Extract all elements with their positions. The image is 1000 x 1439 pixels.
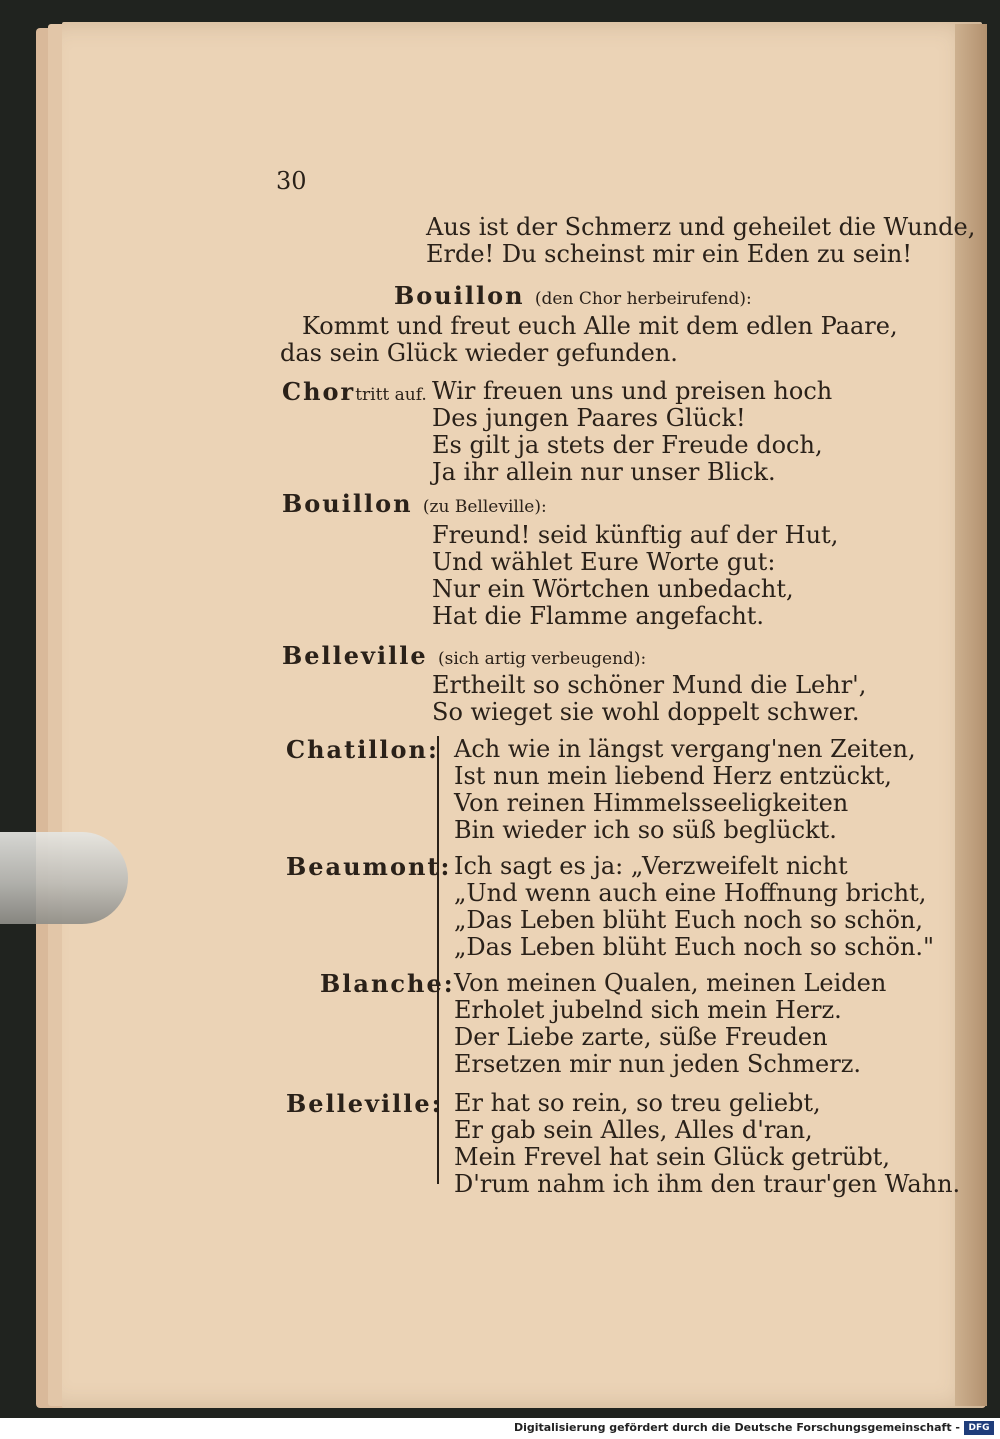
verse-line: Von reinen Himmelsseeligkeiten xyxy=(454,789,849,817)
verse-line: Ja ihr allein nur unser Blick. xyxy=(432,458,776,486)
speaker-chor xyxy=(282,378,427,409)
verse-line: Mein Frevel hat sein Glück getrübt, xyxy=(454,1143,890,1171)
verse-line: Wir freuen uns und preisen hoch xyxy=(432,377,833,405)
prose-line: das sein Glück wieder gefunden. xyxy=(280,339,678,367)
verse-line: Ach wie in längst vergang'nen Zeiten, xyxy=(454,735,916,763)
stage-direction: (sich artig verbeugend): xyxy=(437,649,647,669)
verse-line: Und wählet Eure Worte gut: xyxy=(432,548,776,576)
verse-line: Ich sagt es ja: „Verzweifelt nicht xyxy=(454,852,848,880)
verse-line: D'rum nahm ich ihm den traur'gen Wahn. xyxy=(454,1170,961,1198)
speaker-name: Belleville xyxy=(282,641,428,670)
verse-line: „Das Leben blüht Euch noch so schön." xyxy=(454,933,935,961)
footer-bar xyxy=(0,1418,1000,1439)
verse-line: Bin wieder ich so süß beglückt. xyxy=(454,816,837,844)
speaker-bouillon xyxy=(282,490,547,521)
footer-credit: Digitalisierung gefördert durch die Deutsche Forschungsgemeinschaft - xyxy=(513,1421,960,1434)
stage-direction: tritt auf. xyxy=(355,385,427,405)
verse-line: Hat die Flamme angefacht. xyxy=(432,602,765,630)
verse-line: Es gilt ja stets der Freude doch, xyxy=(432,431,823,459)
verse-line: Freund! seid künftig auf der Hut, xyxy=(432,521,839,549)
verse-line: Ist nun mein liebend Herz entzückt, xyxy=(454,762,892,790)
verse-line: Aus ist der Schmerz und geheilet die Wunde, xyxy=(426,213,976,241)
verse-line: Des jungen Paares Glück! xyxy=(432,404,746,432)
speaker-name: Bouillon xyxy=(394,281,525,310)
speaker-belleville xyxy=(282,642,646,673)
stage-direction: (zu Belleville): xyxy=(422,497,547,517)
speaker-bouillon xyxy=(394,282,752,313)
verse-line: Erde! Du scheinst mir ein Eden zu sein! xyxy=(426,240,912,268)
verse-line: Von meinen Qualen, meinen Leiden xyxy=(454,969,887,997)
verse-line: Erholet jubelnd sich mein Herz. xyxy=(454,996,842,1024)
verse-line: So wieget sie wohl doppelt schwer. xyxy=(432,698,860,726)
stage-direction: (den Chor herbeirufend): xyxy=(534,289,752,309)
speaker-chatillon: Chatillon: xyxy=(286,735,439,764)
verse-line: Nur ein Wörtchen unbedacht, xyxy=(432,575,794,603)
verse-line: Ersetzen mir nun jeden Schmerz. xyxy=(454,1050,861,1078)
speaker-beaumont: Beaumont: xyxy=(286,852,452,881)
verse-line: Ertheilt so schöner Mund die Lehr', xyxy=(432,671,867,699)
speaker-name: Bouillon xyxy=(282,489,413,518)
page-number: 30 xyxy=(276,167,307,195)
verse-line: Er gab sein Alles, Alles d'ran, xyxy=(454,1116,813,1144)
speaker-name: Chor xyxy=(282,377,356,406)
verse-line: Der Liebe zarte, süße Freuden xyxy=(454,1023,828,1051)
verse-line: „Das Leben blüht Euch noch so schön, xyxy=(454,906,924,934)
verse-line: Er hat so rein, so treu geliebt, xyxy=(454,1089,821,1117)
verse-line: „Und wenn auch eine Hoffnung bricht, xyxy=(454,879,927,907)
dfg-logo: DFG xyxy=(964,1421,994,1435)
speaker-blanche: Blanche: xyxy=(320,969,455,998)
speaker-belleville: Belleville: xyxy=(286,1089,443,1118)
prose-line: Kommt und freut euch Alle mit dem edlen Paare, xyxy=(302,312,898,340)
